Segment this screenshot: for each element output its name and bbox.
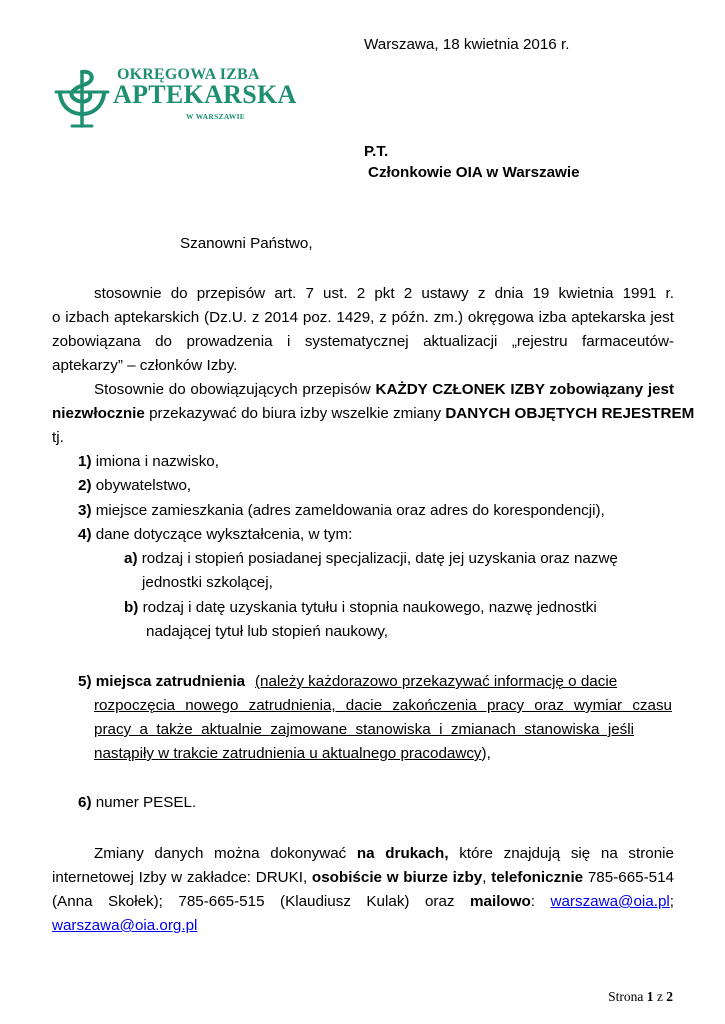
email-link[interactable]: warszawa@oia.org.pl bbox=[52, 917, 198, 934]
paragraph-line bbox=[52, 891, 674, 913]
text-span: (Anna Skołek); 785-665-515 (Klaudiusz Kulak) oraz bbox=[52, 893, 471, 910]
item-number: 1) bbox=[78, 453, 92, 470]
list-item bbox=[78, 673, 245, 690]
text-span: 785-665-514 bbox=[583, 869, 674, 886]
text-span: : bbox=[530, 893, 551, 910]
sub-list-item-continued: nadającej tytuł lub stopień naukowy, bbox=[146, 623, 389, 640]
paragraph-line bbox=[52, 915, 674, 937]
employment-note-line: (należy każdorazowo przekazywać informację o dacie bbox=[255, 673, 618, 690]
item-number: 6) bbox=[78, 794, 92, 811]
sub-list-item bbox=[124, 550, 618, 567]
list-item bbox=[78, 526, 352, 543]
employment-note-line: pracy a także aktualnie zajmowane stanowiska i zmianach stanowiska jeśli bbox=[94, 721, 634, 738]
salutation: Szanowni Państwo, bbox=[180, 235, 313, 252]
logo-line2: APTEKARSKA bbox=[113, 80, 297, 109]
item-text: numer PESEL. bbox=[91, 794, 197, 811]
paragraph-line: aptekarzy” – członków Izby. bbox=[52, 357, 238, 374]
recipient-pt: P.T. bbox=[364, 143, 389, 160]
text-span: ; bbox=[669, 893, 674, 910]
paragraph-line bbox=[52, 379, 674, 401]
logo-line3: W WARSZAWIE bbox=[186, 112, 246, 121]
text-span: ), bbox=[481, 745, 491, 762]
text-span: Zmiany danych można dokonywać bbox=[94, 845, 357, 862]
item-number: 3) bbox=[78, 502, 92, 519]
page-number bbox=[608, 989, 673, 1005]
recipient-name: Członkowie OIA w Warszawie bbox=[368, 164, 580, 181]
paragraph-line bbox=[52, 403, 695, 425]
bold-span: KAŻDY CZŁONEK IZBY zobowiązany jest bbox=[375, 381, 674, 398]
text-span: które znajdują się na stronie bbox=[448, 845, 674, 862]
item-text: dane dotyczące wykształcenia, w tym: bbox=[91, 526, 353, 543]
item-number: b) bbox=[124, 599, 139, 616]
item-number: 4) bbox=[78, 526, 92, 543]
item-label: miejsca zatrudnienia bbox=[91, 673, 246, 690]
text-span: przekazywać do biura izby wszelkie zmiany bbox=[144, 405, 446, 422]
text-span: , bbox=[482, 869, 492, 886]
bold-span: telefonicznie bbox=[491, 869, 584, 886]
paragraph-line: tj. bbox=[52, 429, 64, 446]
list-item bbox=[78, 477, 191, 494]
text-span: z bbox=[653, 989, 667, 1004]
item-text: rodzaj i datę uzyskania tytułu i stopnia naukowego, nazwę jednostki bbox=[138, 599, 597, 616]
bold-span: mailowo bbox=[470, 893, 531, 910]
underlined-text: nastąpiły w trakcie zatrudnienia u aktualnego pracodawcy bbox=[94, 745, 482, 762]
paragraph-line: stosownie do przepisów art. 7 ust. 2 pkt 2 ustawy z dnia 19 kwietnia 1991 r. bbox=[94, 285, 674, 302]
bold-span: DANYCH OBJĘTYCH REJESTREM bbox=[445, 405, 695, 422]
letter-date: Warszawa, 18 kwietnia 2016 r. bbox=[364, 36, 570, 53]
sub-list-item bbox=[124, 599, 597, 616]
employment-note-line: rozpoczęcia nowego zatrudnienia, dacie zakończenia pracy oraz wymiar czasu bbox=[94, 697, 672, 714]
total-pages: 2 bbox=[666, 989, 673, 1004]
email-link[interactable]: warszawa@oia.pl bbox=[550, 893, 670, 910]
item-number: 2) bbox=[78, 477, 92, 494]
paragraph-line bbox=[52, 843, 674, 865]
item-text: miejsce zamieszkania (adres zameldowania oraz adres do korespondencji), bbox=[91, 502, 605, 519]
item-text: imiona i nazwisko, bbox=[91, 453, 219, 470]
paragraph-line: o izbach aptekarskich (Dz.U. z 2014 poz. 1429, z późn. zm.) okręgowa izba aptekarska jest bbox=[52, 309, 674, 326]
bold-span: na drukach, bbox=[356, 845, 449, 862]
bold-span: osobiście w biurze izby bbox=[311, 869, 483, 886]
list-item bbox=[78, 794, 196, 811]
logo-line1: OKRĘGOWA IZBA bbox=[117, 66, 260, 83]
text-span: Stosownie do obowiązujących przepisów bbox=[94, 381, 376, 398]
paragraph-line bbox=[52, 867, 674, 889]
current-page: 1 bbox=[646, 989, 654, 1004]
paragraph-line: zobowiązana do prowadzenia i systematycznej aktualizacji „rejestru farmaceutów- bbox=[52, 333, 674, 350]
sub-list-item-continued: jednostki szkolącej, bbox=[142, 574, 273, 591]
text-span: internetowej Izby w zakładce: DRUKI, bbox=[52, 869, 312, 886]
item-number: a) bbox=[124, 550, 138, 567]
item-text: obywatelstwo, bbox=[91, 477, 192, 494]
caduceus-bowl-icon bbox=[52, 66, 114, 130]
list-item bbox=[78, 502, 605, 519]
employment-note-line bbox=[94, 745, 491, 762]
item-number: 5) bbox=[78, 673, 92, 690]
bold-span: niezwłocznie bbox=[52, 405, 145, 422]
list-item bbox=[78, 453, 219, 470]
item-text: rodzaj i stopień posiadanej specjalizacji, datę jej uzyskania oraz nazwę bbox=[137, 550, 618, 567]
text-span: Strona bbox=[608, 989, 647, 1004]
